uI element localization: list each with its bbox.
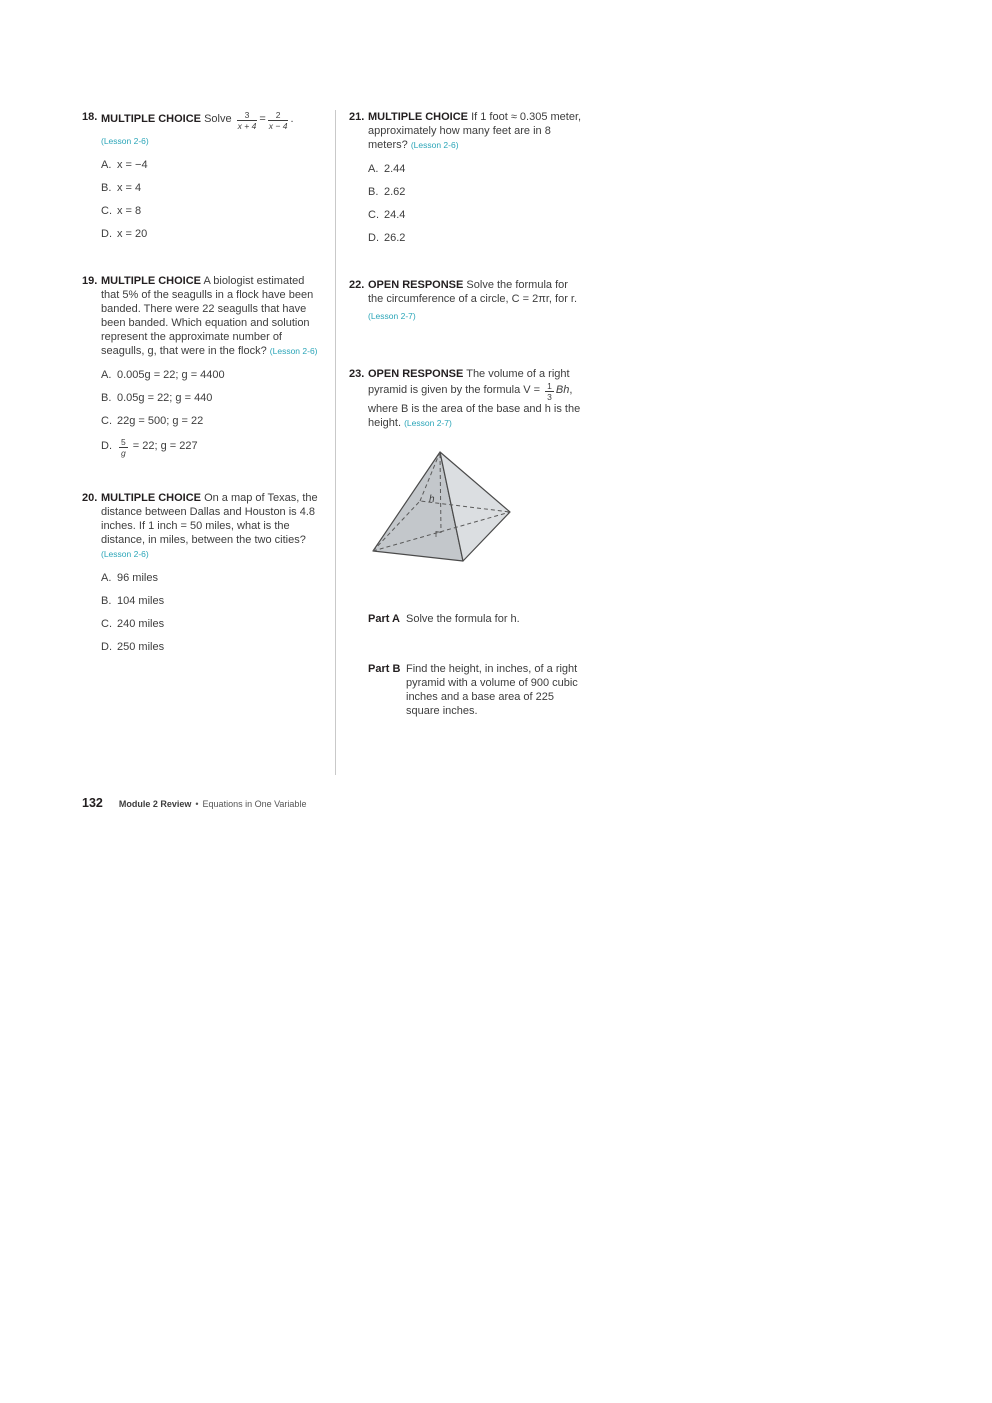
lesson-link[interactable]: (Lesson 2-6) <box>410 140 459 150</box>
question-text: The volume of a right pyramid is given by the formula V = <box>368 368 570 396</box>
lesson-link[interactable]: (Lesson 2-6) <box>269 346 318 356</box>
fraction-one-third: $\frac{1}{3}$ <box>547 381 552 402</box>
question-text: If 1 foot ≈ 0.305 meter, approximately how many feet are in 8 meters? <box>368 111 582 151</box>
formula-variables: Bh <box>555 384 570 396</box>
question-number: 23. <box>349 368 365 380</box>
question-text: Solve the formula for the circumference of a circle, C = 2πr, for r. <box>368 279 578 305</box>
question-type-label: MULTIPLE CHOICE <box>368 111 469 123</box>
question-text: On a map of Texas, the distance between Dallas and Houston is 4.8 inches. If 1 inch = 50 miles, what is the distance, in miles, between the two cities? <box>101 492 318 546</box>
question-prompt: Solve <box>204 113 232 125</box>
choice-a: A. 0.005g = 22; g = 4400 <box>101 369 225 381</box>
choice-a: A. x = −4 <box>101 159 148 171</box>
lesson-link[interactable]: (Lesson 2-7) <box>404 418 452 428</box>
choices-list <box>101 158 325 241</box>
part-b-label: Part B <box>368 663 401 675</box>
part-a <box>368 612 582 626</box>
equals-sign: = <box>259 113 266 125</box>
question-type-label: MULTIPLE CHOICE <box>101 492 202 504</box>
footer-subtitle: Equations in One Variable <box>202 799 307 809</box>
choices-list <box>368 162 582 245</box>
question-number: 20. <box>82 492 98 504</box>
choice-d: D. 250 miles <box>101 641 165 653</box>
page-content <box>82 110 582 775</box>
choice-c: C. x = 8 <box>101 205 142 217</box>
choice-b: B. x = 4 <box>101 182 142 194</box>
left-column <box>82 110 335 687</box>
part-a-label: Part A <box>368 613 400 625</box>
question-type-label: OPEN RESPONSE <box>368 279 464 291</box>
choice-b: B. 2.62 <box>368 186 406 198</box>
question-text: A biologist estimated that 5% of the seagulls in a flock have been banded. There were 22 seagulls that have been banded. Which equation and solution represent the approximate number of seagulls, g, that were in the flock? <box>101 275 314 357</box>
question-body <box>101 110 325 250</box>
part-a-text: Solve the formula for h. <box>406 613 520 625</box>
right-column <box>349 110 582 742</box>
choices-list <box>101 368 325 458</box>
question-body <box>101 274 325 467</box>
question-body <box>368 367 582 718</box>
question-23 <box>349 367 582 718</box>
question-20 <box>82 491 325 663</box>
choice-d: D. 26.2 <box>368 232 406 244</box>
question-body <box>101 491 325 663</box>
choice-c: C. 22g = 500; g = 22 <box>101 415 204 427</box>
question-number: 21. <box>349 111 365 123</box>
choice-a: A. 96 miles <box>101 572 158 584</box>
question-number: 18. <box>82 111 98 123</box>
pyramid-figure-container <box>370 448 582 576</box>
lesson-link[interactable]: (Lesson 2-6) <box>101 136 149 146</box>
question-21 <box>349 110 582 254</box>
fraction-left: $\frac{3}{x + 4}$ <box>237 110 257 131</box>
question-type-label: MULTIPLE CHOICE <box>101 113 202 125</box>
page-footer <box>82 796 306 810</box>
column-divider <box>335 110 336 775</box>
question-body <box>368 110 582 254</box>
period: . <box>290 113 294 125</box>
question-type-label: OPEN RESPONSE <box>368 368 464 380</box>
choices-list <box>101 571 325 654</box>
question-19 <box>82 274 325 467</box>
choice-d: D. $\frac{5}{g}$ = 22; g = 227 <box>101 437 198 458</box>
question-22 <box>349 278 582 323</box>
choice-c: C. 240 miles <box>101 618 165 630</box>
lesson-link[interactable]: (Lesson 2-7) <box>368 311 416 321</box>
question-body <box>368 278 582 323</box>
choice-b: B. 104 miles <box>101 595 165 607</box>
footer-module-title: Module 2 Review <box>118 799 192 809</box>
choice-c: C. 24.4 <box>368 209 406 221</box>
question-type-label: MULTIPLE CHOICE <box>101 275 202 287</box>
question-number: 22. <box>349 279 365 291</box>
question-text-cont: , where B is the area of the base and h is the height. <box>368 384 581 429</box>
question-18 <box>82 110 325 250</box>
choice-d: D. x = 20 <box>101 228 148 240</box>
fraction-right: $\frac{2}{x - 4}$ <box>268 110 288 131</box>
height-label: h <box>429 494 435 505</box>
choice-a: A. 2.44 <box>368 163 406 175</box>
fraction: $\frac{5}{g}$ <box>121 437 126 458</box>
choice-b: B. 0.05g = 22; g = 440 <box>101 392 213 404</box>
lesson-link[interactable]: (Lesson 2-6) <box>101 549 149 559</box>
pyramid-figure <box>370 448 520 572</box>
part-b <box>368 662 582 718</box>
part-b-text: Find the height, in inches, of a right pyramid with a volume of 900 cubic inches and a base area of 225 square inches. <box>406 663 578 717</box>
question-number: 19. <box>82 275 98 287</box>
footer-bullet: • <box>195 799 199 809</box>
page-number: 132 <box>82 796 103 810</box>
